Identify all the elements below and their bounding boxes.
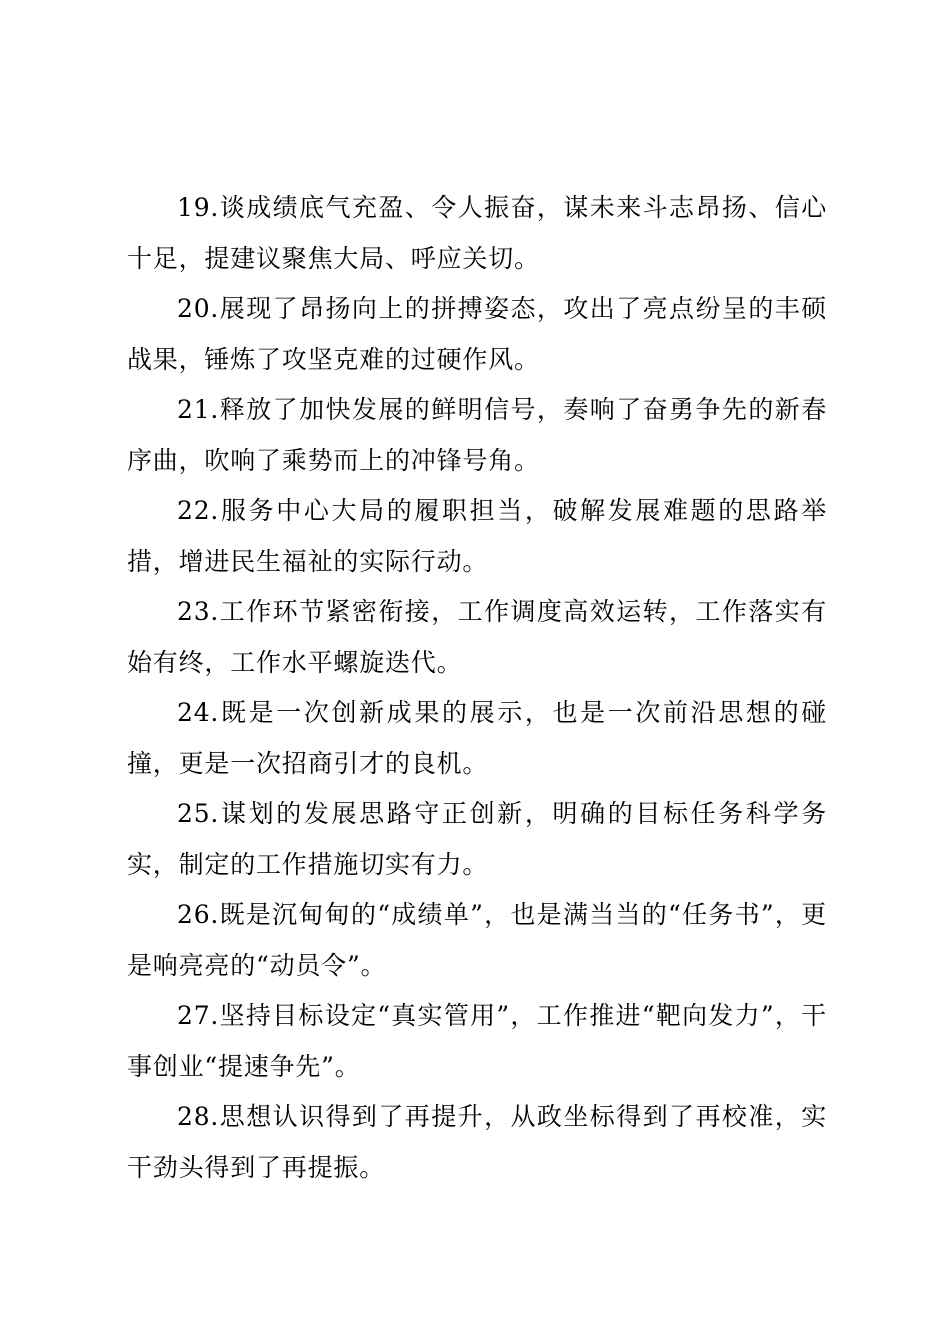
list-item: 28.思想认识得到了再提升，从政坐标得到了再校准，实干劲头得到了再提振。: [127, 1102, 827, 1182]
list-item: 20.展现了昂扬向上的拼搏姿态，攻出了亮点纷呈的丰硕战果，锤炼了攻坚克难的过硬作风。: [127, 294, 827, 374]
list-item: 26.既是沉甸甸的“成绩单”，也是满当当的“任务书”，更是响亮亮的“动员令”。: [127, 900, 827, 980]
list-item: 24.既是一次创新成果的展示，也是一次前沿思想的碰撞，更是一次招商引才的良机。: [127, 698, 827, 778]
list-item: 19.谈成绩底气充盈、令人振奋，谋未来斗志昂扬、信心十足，提建议聚焦大局、呼应关切。: [127, 193, 827, 273]
list-item: 25.谋划的发展思路守正创新，明确的目标任务科学务实，制定的工作措施切实有力。: [127, 799, 827, 879]
document-body: [127, 183, 827, 1193]
list-item: 22.服务中心大局的履职担当，破解发展难题的思路举措，增进民生福祉的实际行动。: [127, 496, 827, 576]
list-item: 27.坚持目标设定“真实管用”，工作推进“靶向发力”，干事创业“提速争先”。: [127, 1001, 827, 1081]
list-item: 21.释放了加快发展的鲜明信号，奏响了奋勇争先的新春序曲，吹响了乘势而上的冲锋号角。: [127, 395, 827, 475]
list-item: 23.工作环节紧密衔接，工作调度高效运转，工作落实有始有终，工作水平螺旋迭代。: [127, 597, 827, 677]
